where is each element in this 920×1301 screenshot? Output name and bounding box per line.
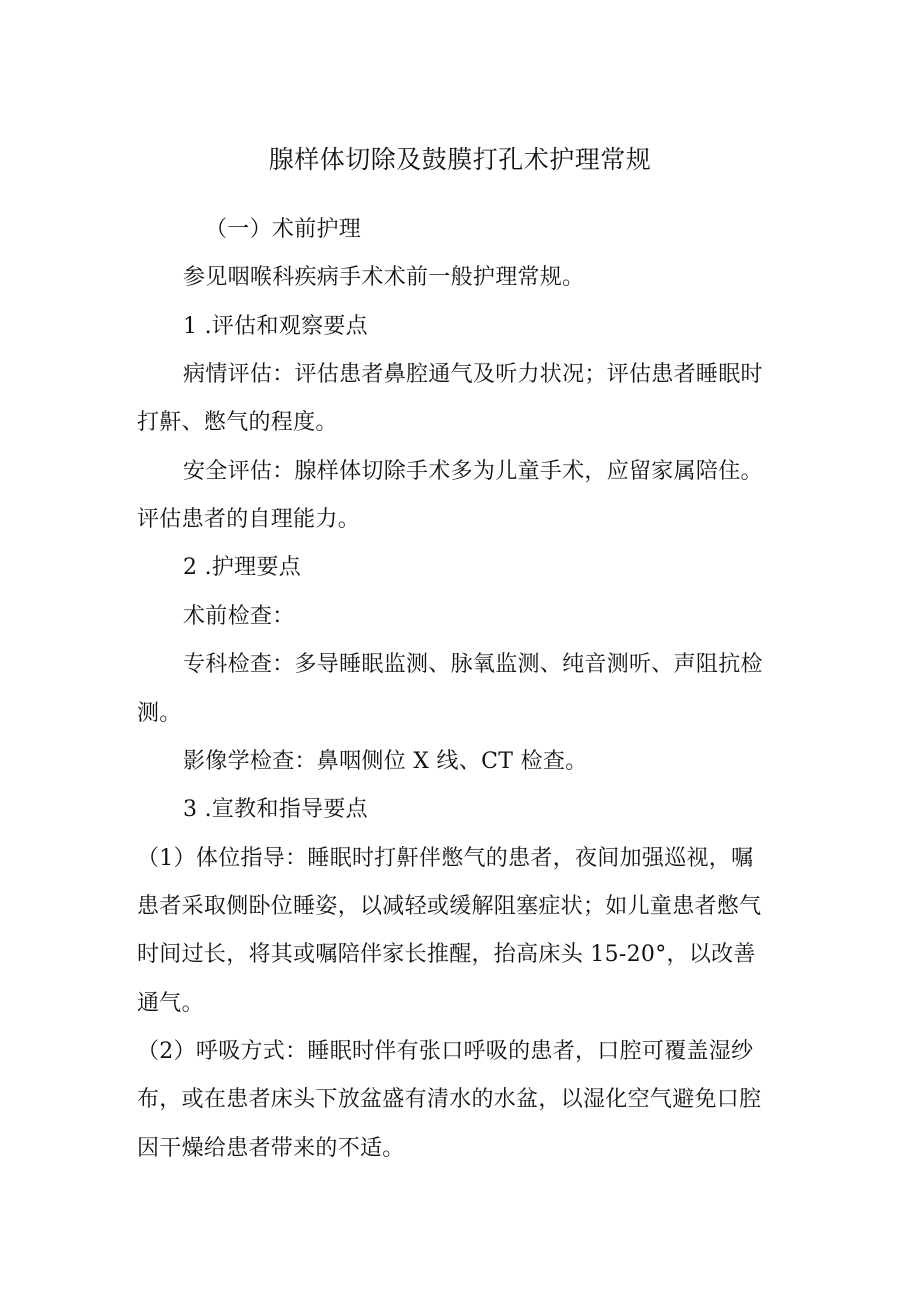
paragraph-line: 因干燥给患者带来的不适。 — [137, 1136, 405, 1161]
subheading-assessment: 1 .评估和观察要点 — [183, 314, 368, 339]
paragraph-line: 安全评估：腺样体切除手术多为儿童手术，应留家属陪住。 — [183, 459, 763, 484]
paragraph-line: 布，或在患者床头下放盆盛有清水的水盆，以湿化空气避免口腔 — [137, 1087, 762, 1112]
paragraph-line: 专科检查：多导睡眠监测、脉氧监测、纯音测听、声阻抗检 — [183, 652, 763, 677]
paragraph-line: 病情评估：评估患者鼻腔通气及听力状况；评估患者睡眠时 — [183, 362, 763, 387]
subheading-nursing-points: 2 .护理要点 — [183, 555, 302, 580]
paragraph-line: 时间过长，将其或嘱陪伴家长推醒，抬高床头 15-20°，以改善 — [137, 942, 756, 967]
document-title: 腺样体切除及鼓膜打孔术护理常规 — [268, 145, 652, 174]
paragraph-line: 影像学检查：鼻咽侧位 X 线、CT 检查。 — [183, 749, 588, 774]
paragraph-line: 打鼾、憋气的程度。 — [137, 410, 338, 435]
paragraph-line: 参见咽喉科疾病手术术前一般护理常规。 — [183, 265, 585, 290]
paragraph-line: （2）呼吸方式：睡眠时伴有张口呼吸的患者，口腔可覆盖湿纱 — [137, 1039, 754, 1064]
subheading-education: 3 .宣教和指导要点 — [183, 797, 368, 822]
paragraph-line: 测。 — [137, 701, 182, 726]
paragraph-line: 术前检查： — [183, 604, 295, 629]
section-heading-preop: （一）术前护理 — [205, 217, 362, 242]
paragraph-line: 评估患者的自理能力。 — [137, 507, 361, 532]
paragraph-line: 患者采取侧卧位睡姿，以减轻或缓解阻塞症状；如儿童患者憋气 — [137, 894, 762, 919]
paragraph-line: （1）体位指导：睡眠时打鼾伴憋气的患者，夜间加强巡视，嘱 — [137, 846, 754, 871]
paragraph-line: 通气。 — [137, 991, 204, 1016]
